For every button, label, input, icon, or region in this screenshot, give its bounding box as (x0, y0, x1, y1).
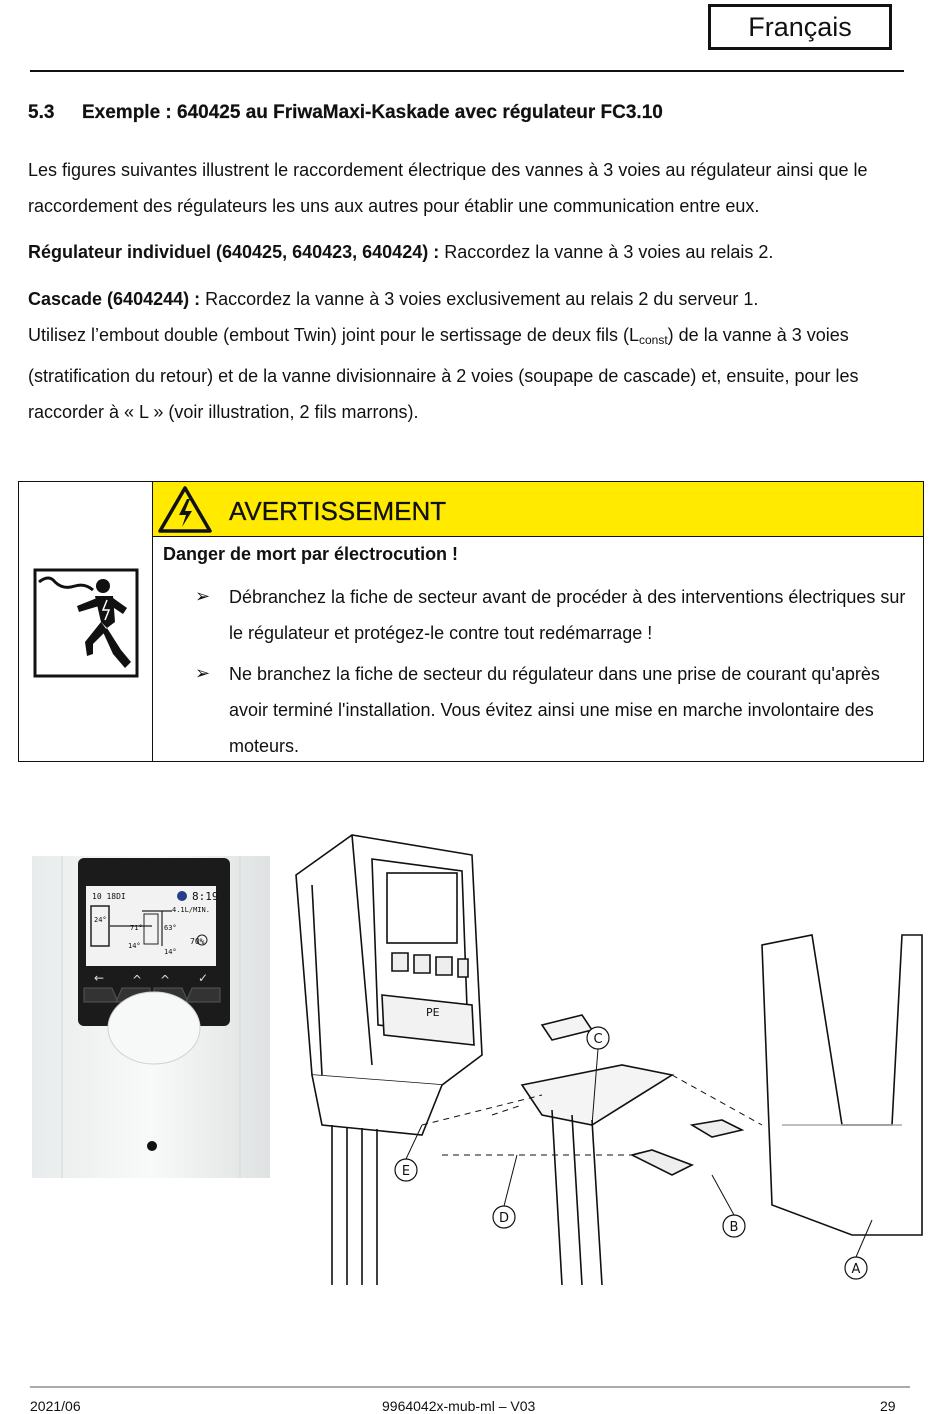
section-number: 5.3 (28, 102, 55, 123)
key-label-up: ^ (132, 973, 143, 987)
language-label: Français (748, 11, 852, 42)
warning-header-bar (153, 482, 923, 537)
controller-photo (32, 856, 270, 1178)
twin-paragraph (28, 317, 923, 430)
cascade-paragraph (28, 281, 923, 317)
high-voltage-icon (157, 485, 213, 535)
display-flow: 4.1L/MIN. (172, 906, 210, 914)
footer-rule (30, 1386, 910, 1388)
callout-c: C (593, 1032, 603, 1047)
bullet-marker: ➢ (195, 586, 211, 606)
twin-text-2: ) de la vanne à 3 voies (stratification du retour) et de la vanne divisionnaire à 2 voies (soupape de cascade) et, ensuite, pour les raccorder à « L » (voir illustration, 2 fils marrons). (28, 325, 859, 422)
terminal-label-pe: PE (426, 1006, 440, 1019)
warning-bullet-1: Débranchez la fiche de secteur avant de procéder à des interventions électriques sur le régulateur et protégez-le contre tout redémarrage ! (229, 587, 906, 643)
warning-title: AVERTISSEMENT (229, 496, 447, 526)
key-label-down: ^ (160, 973, 171, 987)
individual-paragraph (28, 234, 923, 270)
individual-text: Raccordez la vanne à 3 voies au relais 2. (439, 242, 774, 262)
cascade-label: Cascade (6404244) : (28, 289, 201, 309)
header-rule (30, 70, 904, 72)
intro-paragraph: Les figures suivantes illustrent le raccordement électrique des vannes à 3 voies au régulateur ainsi que le raccordement des régulateurs les uns aux autres pour établir une communication entre eux. (28, 160, 868, 216)
individual-label: Régulateur individuel (640425, 640423, 640424) : (28, 242, 440, 262)
key-label-back: ← (94, 971, 105, 985)
cascade-text: Raccordez la vanne à 3 voies exclusivement au relais 2 du serveur 1. (200, 289, 759, 309)
bullet-marker: ➢ (195, 663, 211, 683)
footer-page-number: 29 (880, 1398, 896, 1414)
display-t6: 14° (164, 948, 177, 956)
display-clock: 8:19 (192, 890, 219, 903)
display-t4: 14° (128, 942, 141, 950)
callout-b: B (729, 1220, 739, 1235)
key-label-ok: ✓ (198, 971, 209, 985)
display-t1: 24° (94, 916, 107, 924)
warning-box (18, 481, 924, 762)
warning-pictogram-cell (19, 482, 153, 761)
language-tab (708, 4, 892, 50)
display-t2: 71° (130, 924, 143, 932)
display-top-left: 10 18DI (92, 892, 126, 901)
display-t3: 63° (164, 924, 177, 932)
callout-d: D (498, 1211, 510, 1226)
callout-e: E (401, 1164, 411, 1179)
section-heading (28, 102, 663, 124)
section-title: Exemple : 640425 au FriwaMaxi-Kaskade avec régulateur FC3.10 (82, 102, 663, 123)
exploded-assembly-diagram (292, 825, 932, 1285)
display-t5: 70% (190, 937, 205, 946)
warning-bullet-2: Ne branchez la fiche de secteur du régulateur dans une prise de courant qu'après avoir terminé l'installation. Vous évitez ainsi une mise en marche involontaire des moteurs. (229, 664, 880, 756)
electrocution-icon (19, 482, 153, 761)
twin-subscript: const (638, 333, 668, 347)
twin-text-1: Utilisez l’embout double (embout Twin) joint pour le sertissage de deux fils (L (28, 325, 639, 345)
footer-doc-id: 9964042x-mub-ml – V03 (382, 1398, 536, 1414)
callout-a: A (851, 1262, 861, 1277)
danger-heading: Danger de mort par électrocution ! (163, 544, 459, 564)
footer-date: 2021/06 (30, 1398, 81, 1414)
